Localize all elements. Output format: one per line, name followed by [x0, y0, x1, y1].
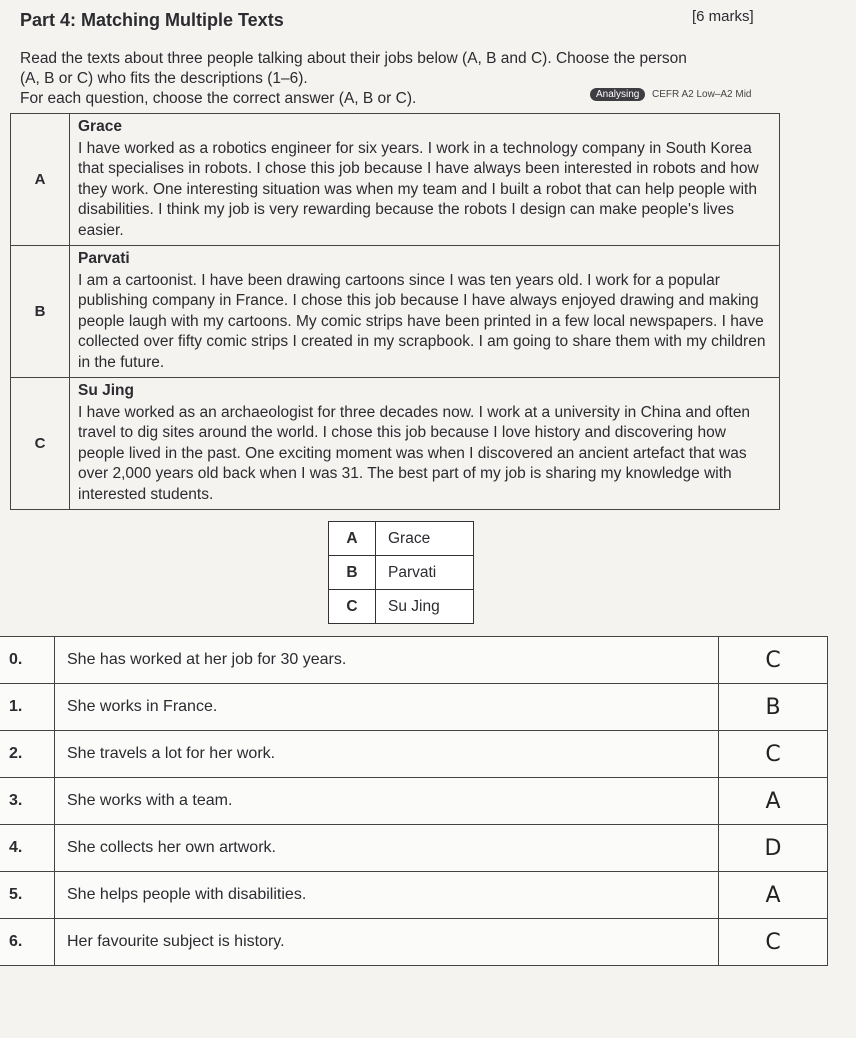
- key-name: Su Jing: [376, 590, 474, 624]
- text-row-b: [11, 246, 780, 378]
- question-number: 3.: [0, 778, 55, 825]
- person-name: Grace: [78, 118, 122, 135]
- texts-table: [10, 113, 780, 510]
- answer-cell[interactable]: C: [719, 919, 828, 966]
- question-text: She works with a team.: [55, 778, 719, 825]
- question-text: She collects her own artwork.: [55, 825, 719, 872]
- question-row: [0, 919, 828, 966]
- question-row: [0, 778, 828, 825]
- person-name: Parvati: [78, 250, 130, 267]
- text-body: I am a cartoonist. I have been drawing cartoons since I was ten years old. I work for a popular publishing company in France. I chose this job because I have always enjoyed drawing and making people laugh with my cartoons. My comic strips have been printed in a few local newspapers. I have collected over fifty comic strips I created in my scrapbook. I am going to share them with my children in the future.: [78, 271, 766, 371]
- key-row: [329, 522, 474, 556]
- question-number: 1.: [0, 684, 55, 731]
- text-body: I have worked as an archaeologist for three decades now. I work at a university in China and often travel to dig sites around the world. I chose this job because I love history and discovering how people lived in the past. One exciting moment was when I discovered an ancient artefact that was over 2,000 years old back when I was 31. The best part of my job is sharing my knowledge with interested students.: [78, 403, 751, 503]
- question-number: 6.: [0, 919, 55, 966]
- question-row: [0, 731, 828, 778]
- question-number: 5.: [0, 872, 55, 919]
- analysing-badge: Analysing: [590, 88, 645, 101]
- text-letter: C: [11, 378, 70, 510]
- question-number: 4.: [0, 825, 55, 872]
- answer-cell[interactable]: C: [719, 637, 828, 684]
- question-number: 2.: [0, 731, 55, 778]
- question-row: [0, 825, 828, 872]
- key-row: [329, 590, 474, 624]
- question-text: She travels a lot for her work.: [55, 731, 719, 778]
- questions-table: [0, 636, 828, 966]
- marks-label: [6 marks]: [692, 8, 754, 25]
- text-cell: [70, 378, 780, 510]
- cefr-level-badge: CEFR A2 Low–A2 Mid: [652, 89, 752, 100]
- answer-cell[interactable]: D: [719, 825, 828, 872]
- question-text: She works in France.: [55, 684, 719, 731]
- question-number: 0.: [0, 637, 55, 684]
- question-text: She has worked at her job for 30 years.: [55, 637, 719, 684]
- key-name: Parvati: [376, 556, 474, 590]
- text-row-c: [11, 378, 780, 510]
- person-name: Su Jing: [78, 382, 134, 399]
- page-title: Part 4: Matching Multiple Texts: [20, 10, 284, 30]
- question-row: [0, 684, 828, 731]
- question-row: [0, 872, 828, 919]
- person-key-table: [328, 521, 474, 624]
- key-letter: B: [329, 556, 376, 590]
- key-row: [329, 556, 474, 590]
- answer-cell[interactable]: B: [719, 684, 828, 731]
- answer-cell[interactable]: A: [719, 778, 828, 825]
- text-cell: [70, 114, 780, 246]
- key-letter: A: [329, 522, 376, 556]
- instruction-line-1: Read the texts about three people talking about their jobs below (A, B and C). Choose the person: [20, 50, 687, 67]
- text-letter: A: [11, 114, 70, 246]
- question-text: Her favourite subject is history.: [55, 919, 719, 966]
- text-row-a: [11, 114, 780, 246]
- instruction-line-2: (A, B or C) who fits the descriptions (1–6).: [20, 70, 308, 87]
- answer-cell[interactable]: C: [719, 731, 828, 778]
- answer-cell[interactable]: A: [719, 872, 828, 919]
- text-cell: [70, 246, 780, 378]
- text-body: I have worked as a robotics engineer for six years. I work in a technology company in South Korea that specialises in robots. I chose this job because I have always been interested in robots and how they work. One interesting situation was when my team and I built a robot that can help people with disabilities. I think my job is very rewarding because the robots I design can make people's lives easier.: [78, 139, 759, 239]
- instruction-line-3: For each question, choose the correct answer (A, B or C).: [20, 90, 417, 107]
- question-text: She helps people with disabilities.: [55, 872, 719, 919]
- key-name: Grace: [376, 522, 474, 556]
- text-letter: B: [11, 246, 70, 378]
- key-letter: C: [329, 590, 376, 624]
- question-row: [0, 637, 828, 684]
